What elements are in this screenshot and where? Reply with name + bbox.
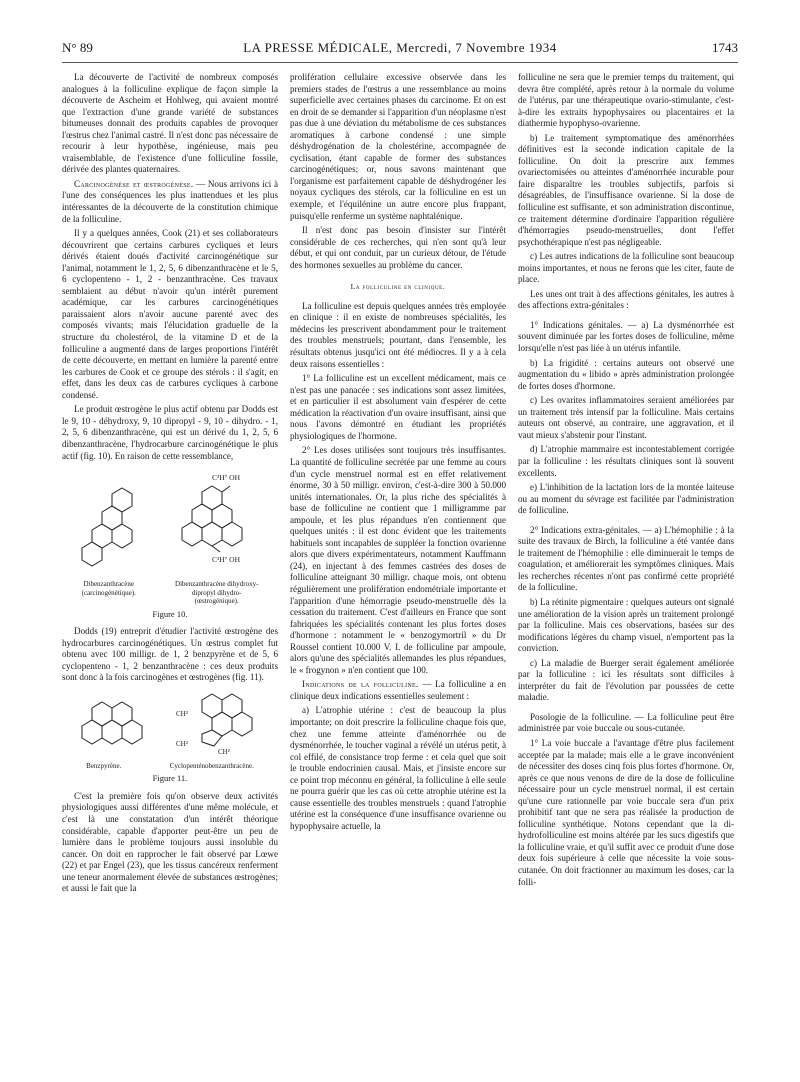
paragraph: e) L'inhibition de la lactation lors de la montée laiteuse ou au moment du sévrage est facilitée par l'administration de folliculine. [518,482,734,516]
figure-11 [62,690,278,785]
figure-10-captions [62,580,278,606]
journal-title: LA PRESSE MÉDICALE, Mercredi, 7 Novembre 1934 [243,40,557,55]
fig10-top-label: C³H⁷ OH [212,473,240,483]
figure-10 [62,468,278,620]
column-1 [62,72,278,1072]
fig10-caption-left: Dibenzanthracène (carcinogénétique). [81,580,136,597]
figure-11-captions [62,762,278,771]
fig11-ch-c: CH² [218,747,230,756]
paragraph: Carcinogénèse et œstrogénèse. — Nous arrivons ici à l'une des conséquences les plus inattendues et les plus intéressantes de la découverte de la constitution chimique de la folliculine. [62,178,278,224]
paragraph: La découverte de l'activité de nombreux composés analogues à la folliculine explique de façon simple la découverte de Ascheim et Hohlweg, qui avaient montré que l'extraction d'une grande variété de substances bitumeuses donnait des produits capables de provoquer l'œstrus chez l'animal castré. Il n'est donc pas nécessaire de recourir à leur hypothèse, ingénieuse, mais peu vraisemblable, de l'existence d'une folliculine fossile, dérivée des plantes quaternaires. [62,72,278,175]
paragraph: C'est la première fois qu'on observe deux activités physiologiques aussi différentes d'une même molécule, et c'est là une constatation d'un intérêt théorique considérable, capable d'apporter peut-être un peu de lumière dans le problème toujours aussi insoluble du cancer. On doit en rapprocher le fait observé par Lœwe (22) et par Engel (23), que les tissus cancéreux renferment une teneur anormalement élevée de substances œstrogènes; et aussi le fait que la [62,790,278,894]
paragraph: a) L'atrophie utérine : c'est de beaucoup la plus importante; on doit prescrire la folliculine chaque fois que, chez une femme atteinte d'aménorrhée ou de dysménorrhée, le toucher vaginal a révélé un utérus petit, à col effilé, de consistance trop ferme : et cela quel que soit le trouble endocrinien causal. Mais, et j'insiste encore sur ce point trop méconnu en général, la folliculine à elle seule ne pourra guérir que les cas où cette atrophie utérine est la cause essentielle des troubles menstruels : quand l'atrophie utérine est la conséquence d'une insuffisance ovarienne ou hypophysaire actuelle, la [290,705,506,831]
paragraph: c) Les autres indications de la folliculine sont beaucoup moins importantes, et nous ne ferons que les citer, faute de place. [518,251,734,285]
paragraph: 2° Indications extra-génitales. — a) L'hémophilie : à la suite des travaux de Birch, la folliculine a été vantée dans le traitement de l'hémophilie : elle diminuerait le temps de coagulation, et améliorerait les symptômes cliniques. Mais les recherches récentes n'ont pas confirmé cette propriété de la folliculine. [518,524,734,593]
paragraph: Indications de la folliculine. — La folliculine a en clinique deux indications essentielles seulement : [290,679,506,701]
page-header [62,38,738,60]
paragraph: 1° La voie buccale a l'avantage d'être plus facilement acceptée par la malade; mais elle a le grave inconvénient de nécessiter des doses cinq fois plus fortes d'hormone. Or, après ce que nous venons de dire de la dose de folliculine nécessaire pour un cycle menstruel normal, il est certain qu'une cure rationnelle par voie buccale sera d'un prix prohibitif tant que ne sera pas réalisée la production de folliculine synthétique. Notons cependant que la di-hydrofolliculine est moins altérée par les sucs digestifs que la folliculine vraie, et qu'il suffit avec ce produit d'une dose deux fois supérieure à celle que nécessite la voie sous-cutanée. On doit fractionner au maximum les doses, car la folli- [518,737,734,887]
paragraph: c) Les ovarites inflammatoires seraient améliorées par un traitement très intensif par la folliculine. Mais certains auteurs ont observé, au contraire, une aggravation, et il vaut mieux s'abstenir pour l'instant. [518,395,734,440]
paragraph: La folliculine est depuis quelques années très employée en clinique : il en existe de nombreuses spécialités, les médecins les prescrivent abondamment pour le traitement des troubles menstruels; pourtant, dans l'ensemble, les résultats obtenus jusqu'ici ont été médiocres. Il y a à cela deux raisons essentielles : [290,300,506,369]
fig11-ch-a: CH² [176,709,188,718]
paragraph: Le produit œstrogène le plus actif obtenu par Dodds est le 9, 10 - déhydroxy, 9, 10 dipropyl - 9, 10 - dihydro. - 1, 2, 5, 6 dibenzanthracène, qui est un dérivé du 1, 2, 5, 6 dibenzanthracène, l'hydrocarbure carcinogénétique le plus actif (fig. 10). En raison de cette ressemblance, [62,404,278,461]
figure-11-structures [62,690,278,760]
header-rule [62,62,738,63]
fig10-bottom-label: C³H⁷ OH [212,555,240,565]
paragraph: 1° Indications génitales. — a) La dysménorrhée est souvent diminuée par les fortes doses de folliculine, même lorsqu'elle n'est pas liée à un utérus infantile. [518,319,734,354]
issue-number: N° 89 [62,40,93,55]
figure-10-label: Figure 10. [152,608,188,619]
paragraph: c) La maladie de Buerger serait également améliorée par la folliculine : ici les résultats sont difficiles à interpréter du fait de l'évolution par poussées de cette maladie. [518,657,734,703]
paragraph: b) La frigidité : certains auteurs ont observé une augmentation du « libido » après administration prolongée de fortes doses d'hormone. [518,357,734,391]
fig11-ch-b: CH² [176,739,188,748]
fig10-caption-right: Dibenzanthracène dihydroxy- dipropyl dihydro- (œstrogénique). [175,580,259,606]
column-3 [518,72,734,1072]
figure-10-structures [62,468,278,578]
paragraph: b) Le traitement symptomatique des aménorrhées définitives est la seconde indication capitale de la folliculine. On doit la prescrire aux femmes ovariectomisées ou atteintes d'aménorrhée incurable pour faire disparaître les troubles subjectifs, parfois si désagréables, de l'insuffisance ovarienne. Si la dose de folliculine est suffisante, et son administration discontinue, ce traitement détermine d'ordinaire l'apparition régulière d'hémorragies pseudo-menstruelles, dont l'effet psychothérapique n'est pas négligeable. [518,132,734,247]
figure-11-label: Figure 11. [152,773,188,784]
section-run-in: Indications de la folliculine. [302,679,419,690]
section-heading: La folliculine en clinique. [350,282,446,292]
paragraph: 2° Les doses utilisées sont toujours très insuffisantes. La quantité de folliculine secrétée par une femme au cours d'un cycle menstruel normal est en effet relativement énorme, 30 à 50 milligr. environ, c'est-à-dire 300 à 50.000 unités internationales. Or, la plus riche des spécialités à base de folliculine ne contient que 1 milligramme par ampoule, et les plus répandues n'en contiennent que quelques unités : il est donc évident que les traitements habituels sont incapables de suppléer la fonction ovarienne alors que divers expérimentateurs, notamment Kauffmann (24), en injectant à des femmes castrées des doses de folliculine atteignant 30 milligr. chaque mois, ont obtenu régulièrement une prolifération endométriale importante et l'apparition d'une hémorragie pseudo-menstruelle dès la cessation du traitement. C'est d'ailleurs en France que sont fabriquées les spécialités contenant les plus fortes doses d'hormone : notamment le « benzogymortril » du Dr Roussel contient 10.000 V. I. de folliculine par ampoule, alors qu'une des spécialités allemandes les plus répandues, le « frogynon » n'en contient que 100. [290,445,506,675]
paragraph: Dodds (19) entreprit d'étudier l'activité œstrogène des hydrocarbures carcinogénétiques. Un œstrus complet fut obtenu avec 100 milligr. de 1, 2 benzpyrène et de 5, 6 cyclopenteno - 1, 2 benzanthracène : ces deux produits sont donc à la fois carcinogènes et œstrogènes (fig. 11). [62,626,278,683]
page-number: 1743 [712,40,738,55]
paragraph: Les unes ont trait à des affections génitales, les autres à des affections extra-génitales : [518,288,734,311]
column-2 [290,72,506,1072]
paragraph: b) La rétinite pigmentaire : quelques auteurs ont signalé une amélioration de la vision après un traitement prolongé par la folliculine. Mais ces observations, basées sur des modifications légères du champ visuel, n'emportent pas la conviction. [518,596,734,654]
paragraph: Il y a quelques années, Cook (21) et ses collaborateurs découvrirent que certains carbures cycliques et leurs dérivés étaient doués d'activité carcinogénétique sur l'animal, notamment le 1, 2, 5, 6 dibenzanthracène et le 5, 6 cyclopenteno - 1, 2 - benzanthracène. Ces travaux semblaient au début n'avoir qu'un intérêt purement académique, car les carbures carcinogénétiques paraissaient alors n'avoir aucune parenté avec des composés vivants; mais l'élucidation graduelle de la structure du cholestérol, de la vitamine D et de la folliculine a augmenté dans de larges proportions l'intérêt de cette découverte, en mettant en lumière la parenté entre les carbures de Cook et ce groupe des stérols : il s'agit, en effet, dans les deux cas de carbures cycliques à carbone condensé. [62,228,278,400]
fig11-caption-right: Cyclopenténobenzanthracène. [169,761,254,770]
paragraph: prolifération cellulaire excessive observée dans les premiers stades de l'œstrus a une ressemblance au moins superficielle avec certaines phases du carcinome. Et on est en droit de se demander si l'apparition d'un néoplasme n'est pas due à une déviation du métabolisme de ces substances aromatiques à carbone condensé : une simple déshydrogénation de la cholestérine, accompagnée de cyclisation, étant capable de former des substances carcinogénétiques; or, nous savons maintenant que l'organisme est parfaitement capable de déshydrogéner les noyaux cycliques des stérols, car la folliculine en est un exemple, et l'équilénine un autre encore plus frappant, puisqu'elle renferme un système naphtalénique. [290,72,506,221]
fig11-caption-left: Benzpyrène. [86,761,122,770]
section-run-in: Carcinogénèse et œstrogénèse. [74,178,194,189]
paragraph: d) L'atrophie mammaire est incontestablement corrigée par la folliculine : les résultats cliniques sont là souvent excellents. [518,444,734,478]
paragraph: Il n'est donc pas besoin d'insister sur l'intérêt considérable de ces recherches, qui n'en sont qu'à leur début, et qui ont conduit, par un curieux détour, de l'étude des hormones sexuelles au problème du cancer. [290,225,506,270]
paragraph: folliculine ne sera que le premier temps du traitement, qui devra être complété, après retour à la normale du volume de l'utérus, par une thérapeutique ovario-stimulante, c'est-à-dire les extraits hypophysaires ou placentaires et la diathermie hypophyso-ovarienne. [518,72,734,129]
paragraph: 1° La folliculine est un excellent médicament, mais ce n'est pas une panacée : ses indications sont assez limitées, et en particulier il est absolument vain d'espérer de cette médication la réactivation d'un ovaire insuffisant, ainsi que nous l'avons démontré en étudiant les propriétés physiologiques de l'hormone. [290,373,506,441]
paragraph: Posologie de la folliculine. — La folliculine peut être administrée par voie buccale ou sous-cutanée. [518,711,734,734]
